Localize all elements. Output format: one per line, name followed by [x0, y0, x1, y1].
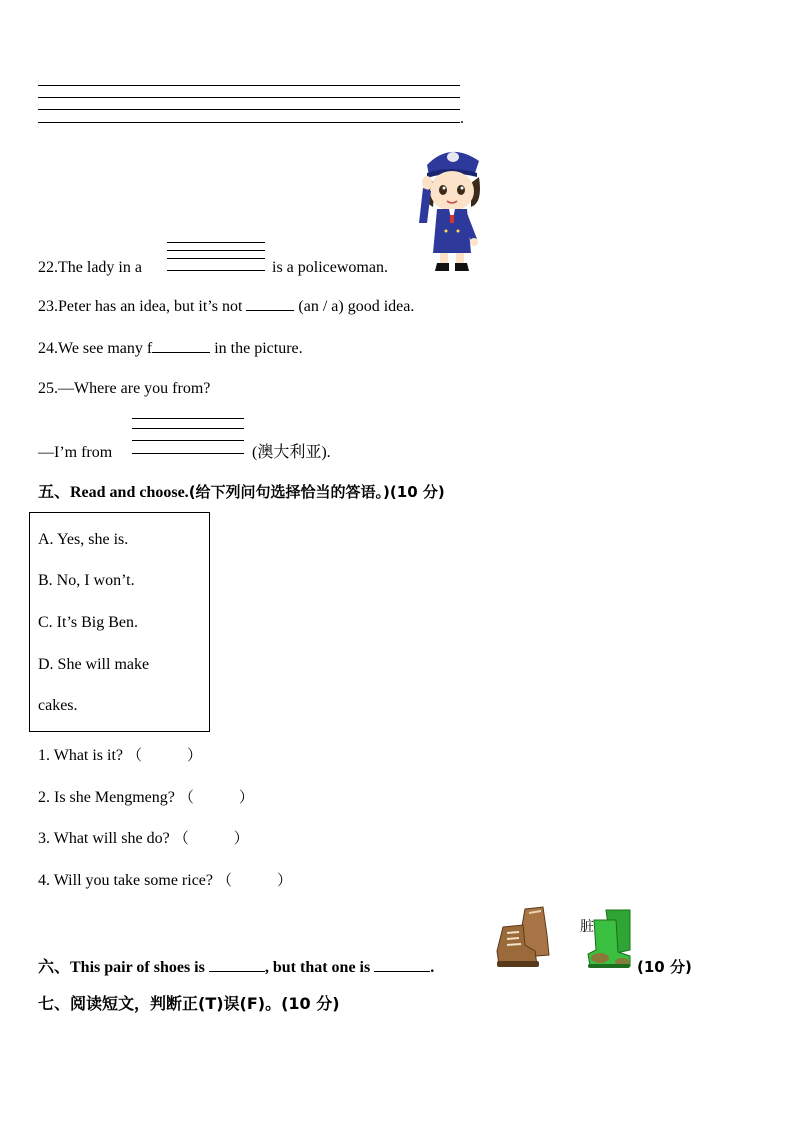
q25-answer-prefix: —I’m from — [38, 444, 113, 461]
q23-blank[interactable] — [246, 296, 294, 311]
answer-line-1 — [38, 85, 460, 86]
question-2-answer[interactable]: （ ） — [178, 788, 254, 806]
section6-blank-1[interactable] — [209, 957, 265, 972]
section6-blank-2[interactable] — [374, 957, 430, 972]
question-1-text: 1. What is it? — [38, 747, 124, 764]
brown-boots-icon — [495, 905, 551, 969]
section6-line — [38, 957, 434, 978]
answer-period: . — [460, 110, 464, 127]
dirty-label: 脏 — [580, 919, 594, 935]
section5-title — [38, 482, 445, 503]
q22-line-1 — [167, 242, 265, 243]
question-3-text: 3. What will she do? — [38, 830, 170, 847]
q24-suffix: in the picture. — [214, 340, 303, 357]
q22-prefix: 22.The lady in a — [38, 259, 142, 276]
option-d-cont: cakes. — [38, 697, 78, 714]
q25-question: 25.—Where are you from? — [38, 380, 211, 397]
answer-line-2 — [38, 97, 460, 98]
answer-line-4 — [38, 122, 460, 123]
q24-prefix: 24.We see many f — [38, 340, 153, 357]
q23 — [38, 296, 414, 317]
q25-line-3 — [132, 440, 244, 441]
section6-score: (10 分) — [637, 958, 692, 976]
green-boots-icon — [586, 906, 636, 970]
answer-line-3 — [38, 109, 460, 110]
option-c: C. It’s Big Ben. — [38, 614, 139, 631]
q22-line-3 — [167, 258, 265, 259]
section5-title-cn: (给下列问句选择恰当的答语。)(10 分) — [188, 483, 445, 501]
question-2-text: 2. Is she Mengmeng? — [38, 789, 175, 806]
question-4-text: 4. Will you take some rice? — [38, 872, 214, 889]
q22-line-4 — [167, 270, 265, 271]
q25-line-4 — [132, 453, 244, 454]
q22-suffix: is a policewoman. — [272, 259, 388, 276]
question-1 — [38, 745, 202, 766]
question-4-answer[interactable]: （ ） — [217, 871, 293, 889]
q24 — [38, 338, 303, 359]
option-b: B. No, I won’t. — [38, 572, 135, 589]
question-3-answer[interactable]: （ ） — [173, 829, 249, 847]
question-4 — [38, 870, 292, 891]
q25-line-2 — [132, 428, 244, 429]
section6-middle: , but that one is — [264, 959, 371, 976]
q23-prefix: 23.Peter has an idea, but it’s not — [38, 298, 243, 315]
option-a: A. Yes, she is. — [38, 531, 129, 548]
question-2 — [38, 787, 254, 808]
question-1-answer[interactable]: （ ） — [127, 746, 203, 764]
question-3 — [38, 828, 249, 849]
q23-suffix: (an / a) good idea. — [298, 298, 415, 315]
q24-blank[interactable] — [152, 338, 210, 353]
q25-line-1 — [132, 418, 244, 419]
section5-title-en: 五、Read and choose. — [38, 484, 189, 501]
q25-answer-suffix: (澳大利亚). — [252, 444, 331, 461]
section7-title: 七、阅读短文，判断正(T)误(F)。(10 分) — [38, 994, 340, 1013]
section6-end: . — [430, 959, 435, 976]
policewoman-icon — [413, 143, 487, 273]
q22-line-2 — [167, 250, 265, 251]
section6-prefix: 六、This pair of shoes is — [38, 959, 205, 976]
option-d: D. She will make — [38, 656, 150, 673]
